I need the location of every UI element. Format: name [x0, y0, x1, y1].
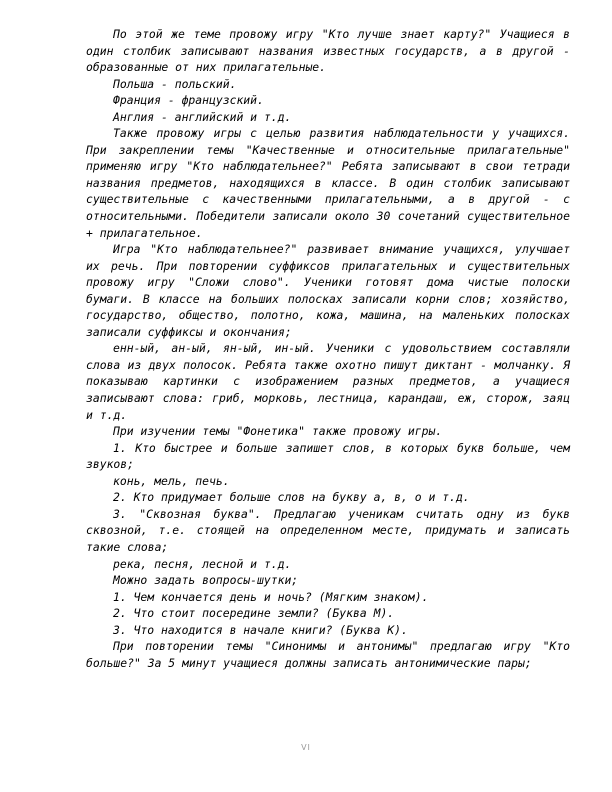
paragraph: 2. Что стоит посередине земли? (Буква М). — [113, 606, 395, 621]
paragraph: При повторении темы "Синонимы и антонимы" предлагаю игру "Кто больше?" За 5 минут учащиеся должны записать антонимические пары; — [86, 639, 570, 670]
paragraph: 2. Кто придумает больше слов на букву а, в, о и т.д. — [113, 490, 470, 505]
paragraph: 3. Что находится в начале книги? (Буква К). — [113, 622, 408, 637]
paragraph: Польша - польский. — [113, 76, 237, 91]
paragraph: 1. Чем кончается день и ночь? (Мягким знаком). — [113, 589, 429, 604]
paragraph: Франция - французский. — [113, 93, 264, 108]
paragraph: Можно задать вопросы-шутки; — [113, 573, 299, 588]
paragraph: 1. Кто быстрее и больше запишет слов, в которых букв больше, чем звуков; — [86, 440, 570, 472]
paragraph: река, песня, лесной и т.д. — [113, 556, 292, 571]
paragraph: При изучении темы "Фонетика" также провожу игры. — [113, 424, 443, 439]
paragraph: конь, мель, печь. — [113, 473, 230, 488]
paragraph: 3. "Сквозная буква". Предлагаю ученикам считать одну из букв сквозной, т.е. стоящей на определенном месте, придумать и записать такие слова; — [86, 506, 570, 554]
paragraph: По этой же теме провожу игру "Кто лучше знает карту?" Учащиеся в один столбик записывают названия известных государств, а в другой - образованные от них прилагательные. — [86, 27, 570, 75]
body-text — [86, 26, 570, 671]
paragraph: Также провожу игры с целью развития наблюдательности у учащихся. При закреплении темы "Качественные и относительные прилагательные" применяю игру "Кто наблюдательнее?" Ребята записывают в свои тетради названия предметов, находящихся в классе. В один столбик записывают существительные с качественными прилагательными, а в другой - с относительными. Победители записали около 30 сочетаний существительное + прилагательное. — [86, 126, 570, 240]
paragraph: Англия - английский и т.д. — [113, 109, 292, 124]
paragraph: енн-ый, ан-ый, ян-ый, ин-ый. Ученики с удовольствием составляли слова из двух полосок. Ребята также охотно пишут диктант - молчанку. Я показываю картинки с изображением разных предметов, а учащиеся записывают слова: гриб, морковь, лестница, карандаш, еж, сторож, заяц и т.д. — [86, 341, 570, 422]
page-number: VI — [301, 743, 311, 752]
paragraph: Игра "Кто наблюдательнее?" развивает внимание учащихся, улучшает их речь. При повторении суффиксов прилагательных и существительных провожу игру "Сложи слово". Ученики готовят дома чистые полоски бумаги. В классе на больших полосках записали корни слов; хозяйство, государство, общество, полотно, кожа, машина, на маленьких полосках записали суффиксы и окончания; — [86, 242, 570, 339]
